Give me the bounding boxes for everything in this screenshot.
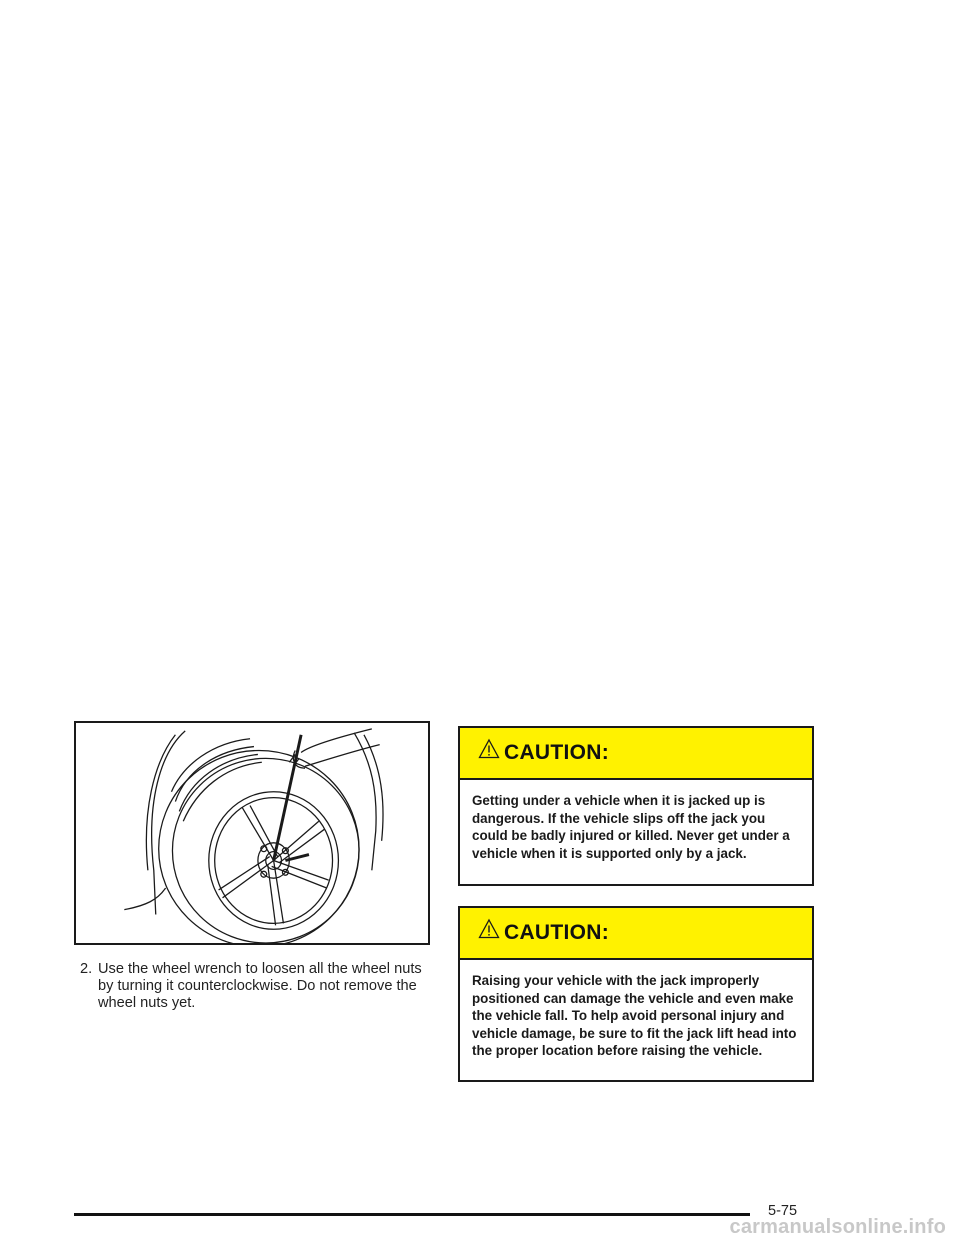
step-number: 2. (80, 961, 93, 977)
caution-header (460, 908, 812, 960)
watermark: carmanualsonline.info (729, 1216, 946, 1238)
step-2 (80, 961, 435, 1012)
caution-body: Raising your vehicle with the jack improperly positioned can damage the vehicle and even make the vehicle fall. To help avoid personal injury and vehicle damage, be sure to fit the jack lift head into the proper location before raising the vehicle. (472, 973, 797, 1058)
wheel-wrench-loosening-nuts-illustration (76, 723, 428, 943)
caution-box-jack-position (458, 906, 814, 1082)
caution-title: CAUTION: (504, 741, 610, 764)
caution-box-jack-support (458, 726, 814, 886)
warning-triangle-icon (478, 918, 500, 940)
footer-rule (74, 1213, 750, 1216)
wheel-wrench-illustration (74, 721, 430, 945)
caution-header (460, 728, 812, 780)
page-number: 5-75 (768, 1203, 798, 1219)
step-text: Use the wheel wrench to loosen all the wheel nuts by turning it counterclockwise. Do not remove the wheel nuts yet. (98, 961, 422, 1011)
warning-triangle-icon (478, 738, 500, 760)
caution-title: CAUTION: (504, 921, 610, 944)
caution-body: Getting under a vehicle when it is jacked up is dangerous. If the vehicle slips off the jack you could be badly injured or killed. Never get under a vehicle when it is supported only by a jack. (472, 793, 790, 861)
